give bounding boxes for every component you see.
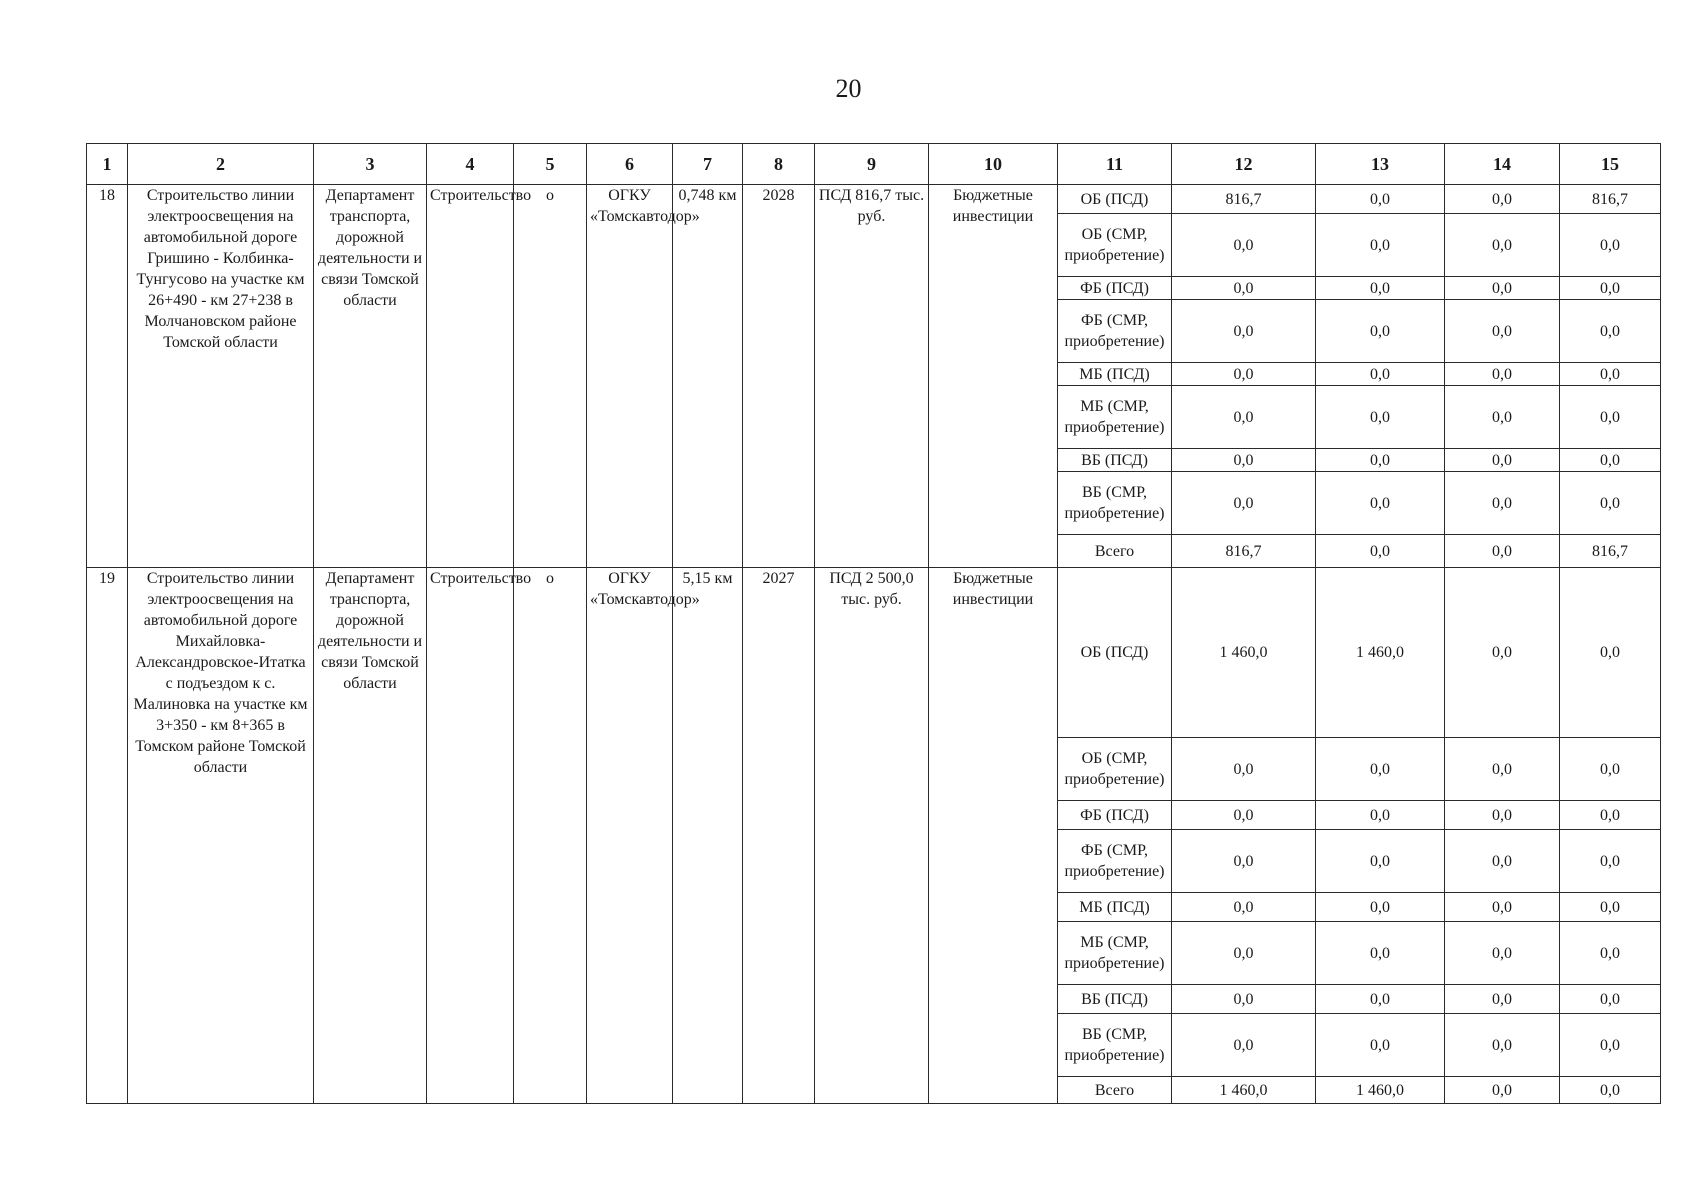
value-cell: 0,0: [1445, 535, 1560, 568]
value-cell: 0,0: [1316, 363, 1445, 386]
funding-source: МБ (ПСД): [1058, 893, 1172, 922]
funding-source: ФБ (ПСД): [1058, 801, 1172, 830]
work-type: Строительство: [427, 568, 514, 1104]
value-cell: 0,0: [1560, 738, 1661, 801]
value-cell: 0,0: [1445, 1014, 1560, 1077]
value-cell: 0,0: [1172, 738, 1316, 801]
funding-source: Всего: [1058, 1077, 1172, 1104]
value-cell: 0,0: [1316, 985, 1445, 1014]
value-cell: 1 460,0: [1172, 1077, 1316, 1104]
value-cell: 0,0: [1445, 300, 1560, 363]
object-number: 19: [87, 568, 128, 1104]
object-mark: о: [514, 185, 587, 568]
funding-source: Всего: [1058, 535, 1172, 568]
value-cell: 816,7: [1172, 185, 1316, 214]
funding-source: ВБ (СМР, приобретение): [1058, 1014, 1172, 1077]
value-cell: 0,0: [1445, 738, 1560, 801]
value-cell: 0,0: [1316, 449, 1445, 472]
value-cell: 0,0: [1316, 386, 1445, 449]
column-header: 10: [929, 144, 1058, 185]
value-cell: 0,0: [1445, 830, 1560, 893]
value-cell: 1 460,0: [1316, 1077, 1445, 1104]
funding-source: МБ (ПСД): [1058, 363, 1172, 386]
value-cell: 0,0: [1445, 277, 1560, 300]
value-cell: 0,0: [1560, 801, 1661, 830]
funding-source: ВБ (ПСД): [1058, 985, 1172, 1014]
completion-year: 2027: [743, 568, 815, 1104]
column-header: 1: [87, 144, 128, 185]
value-cell: 0,0: [1316, 185, 1445, 214]
value-cell: 0,0: [1445, 801, 1560, 830]
column-header: 5: [514, 144, 587, 185]
column-header: 9: [815, 144, 929, 185]
value-cell: 0,0: [1172, 449, 1316, 472]
value-cell: 0,0: [1560, 472, 1661, 535]
funding-source: ВБ (ПСД): [1058, 449, 1172, 472]
column-header: 11: [1058, 144, 1172, 185]
value-cell: 0,0: [1172, 893, 1316, 922]
value-cell: 0,0: [1316, 830, 1445, 893]
estimated-cost: ПСД 2 500,0 тыс. руб.: [815, 568, 929, 1104]
value-cell: 0,0: [1445, 568, 1560, 738]
value-cell: 0,0: [1316, 1014, 1445, 1077]
investment-table: [86, 143, 1661, 1104]
column-header: 13: [1316, 144, 1445, 185]
value-cell: 0,0: [1316, 738, 1445, 801]
value-cell: 1 460,0: [1172, 568, 1316, 738]
column-header: 15: [1560, 144, 1661, 185]
value-cell: 0,0: [1172, 214, 1316, 277]
value-cell: 0,0: [1560, 922, 1661, 985]
value-cell: 0,0: [1316, 277, 1445, 300]
value-cell: 0,0: [1172, 363, 1316, 386]
value-cell: 0,0: [1172, 300, 1316, 363]
capacity: 5,15 км: [673, 568, 743, 1104]
column-header: 7: [673, 144, 743, 185]
value-cell: 816,7: [1560, 185, 1661, 214]
funding-source: ФБ (ПСД): [1058, 277, 1172, 300]
value-cell: 816,7: [1560, 535, 1661, 568]
value-cell: 0,0: [1172, 830, 1316, 893]
column-header: 4: [427, 144, 514, 185]
value-cell: 0,0: [1445, 472, 1560, 535]
customer: ОГКУ «Томскавтодор»: [587, 568, 673, 1104]
value-cell: 0,0: [1316, 535, 1445, 568]
object-mark: о: [514, 568, 587, 1104]
value-cell: 0,0: [1560, 830, 1661, 893]
funding-source: ОБ (ПСД): [1058, 568, 1172, 738]
column-header: 8: [743, 144, 815, 185]
value-cell: 0,0: [1560, 449, 1661, 472]
object-name: Строительство линии электроосвещения на автомобильной дороге Михайловка-Александровское-Итатка с подъездом к с. Малиновка на участке км 3+350 - км 8+365 в Томском районе Томской области: [128, 568, 314, 1104]
completion-year: 2028: [743, 185, 815, 568]
funding-source: ОБ (СМР, приобретение): [1058, 738, 1172, 801]
value-cell: 0,0: [1445, 1077, 1560, 1104]
value-cell: 0,0: [1172, 1014, 1316, 1077]
value-cell: 0,0: [1172, 985, 1316, 1014]
value-cell: 0,0: [1445, 985, 1560, 1014]
value-cell: 0,0: [1560, 1014, 1661, 1077]
value-cell: 0,0: [1445, 214, 1560, 277]
value-cell: 0,0: [1316, 214, 1445, 277]
funding-source: ВБ (СМР, приобретение): [1058, 472, 1172, 535]
value-cell: 0,0: [1172, 472, 1316, 535]
value-cell: 0,0: [1560, 1077, 1661, 1104]
customer: ОГКУ «Томскавтодор»: [587, 185, 673, 568]
value-cell: 0,0: [1560, 893, 1661, 922]
column-number-row: [87, 144, 1661, 185]
funding-source: МБ (СМР, приобретение): [1058, 386, 1172, 449]
value-cell: 0,0: [1172, 801, 1316, 830]
funding-source: ФБ (СМР, приобретение): [1058, 830, 1172, 893]
value-cell: 0,0: [1560, 214, 1661, 277]
value-cell: 0,0: [1172, 386, 1316, 449]
value-cell: 0,0: [1172, 922, 1316, 985]
value-cell: 1 460,0: [1316, 568, 1445, 738]
funding-source: ФБ (СМР, приобретение): [1058, 300, 1172, 363]
capacity: 0,748 км: [673, 185, 743, 568]
table-row: [87, 568, 1661, 738]
column-header: 14: [1445, 144, 1560, 185]
table-row: [87, 185, 1661, 214]
value-cell: 0,0: [1445, 185, 1560, 214]
value-cell: 816,7: [1172, 535, 1316, 568]
value-cell: 0,0: [1445, 922, 1560, 985]
page-number: 20: [835, 74, 862, 103]
funding-source: ОБ (СМР, приобретение): [1058, 214, 1172, 277]
value-cell: 0,0: [1445, 363, 1560, 386]
investment-form: Бюджетные инвестиции: [929, 185, 1058, 568]
value-cell: 0,0: [1560, 277, 1661, 300]
value-cell: 0,0: [1560, 300, 1661, 363]
work-type: Строительство: [427, 185, 514, 568]
value-cell: 0,0: [1560, 568, 1661, 738]
value-cell: 0,0: [1316, 801, 1445, 830]
column-header: 2: [128, 144, 314, 185]
value-cell: 0,0: [1316, 922, 1445, 985]
responsible-body: Департамент транспорта, дорожной деятельности и связи Томской области: [314, 568, 427, 1104]
value-cell: 0,0: [1560, 386, 1661, 449]
value-cell: 0,0: [1445, 449, 1560, 472]
value-cell: 0,0: [1445, 893, 1560, 922]
funding-source: МБ (СМР, приобретение): [1058, 922, 1172, 985]
column-header: 3: [314, 144, 427, 185]
object-number: 18: [87, 185, 128, 568]
value-cell: 0,0: [1445, 386, 1560, 449]
value-cell: 0,0: [1560, 363, 1661, 386]
object-name: Строительство линии электроосвещения на автомобильной дороге Гришино - Колбинка-Тунгусово на участке км 26+490 - км 27+238 в Молчановском районе Томской области: [128, 185, 314, 568]
investment-form: Бюджетные инвестиции: [929, 568, 1058, 1104]
value-cell: 0,0: [1316, 472, 1445, 535]
value-cell: 0,0: [1316, 893, 1445, 922]
estimated-cost: ПСД 816,7 тыс. руб.: [815, 185, 929, 568]
column-header: 6: [587, 144, 673, 185]
value-cell: 0,0: [1316, 300, 1445, 363]
funding-source: ОБ (ПСД): [1058, 185, 1172, 214]
responsible-body: Департамент транспорта, дорожной деятельности и связи Томской области: [314, 185, 427, 568]
value-cell: 0,0: [1172, 277, 1316, 300]
column-header: 12: [1172, 144, 1316, 185]
value-cell: 0,0: [1560, 985, 1661, 1014]
